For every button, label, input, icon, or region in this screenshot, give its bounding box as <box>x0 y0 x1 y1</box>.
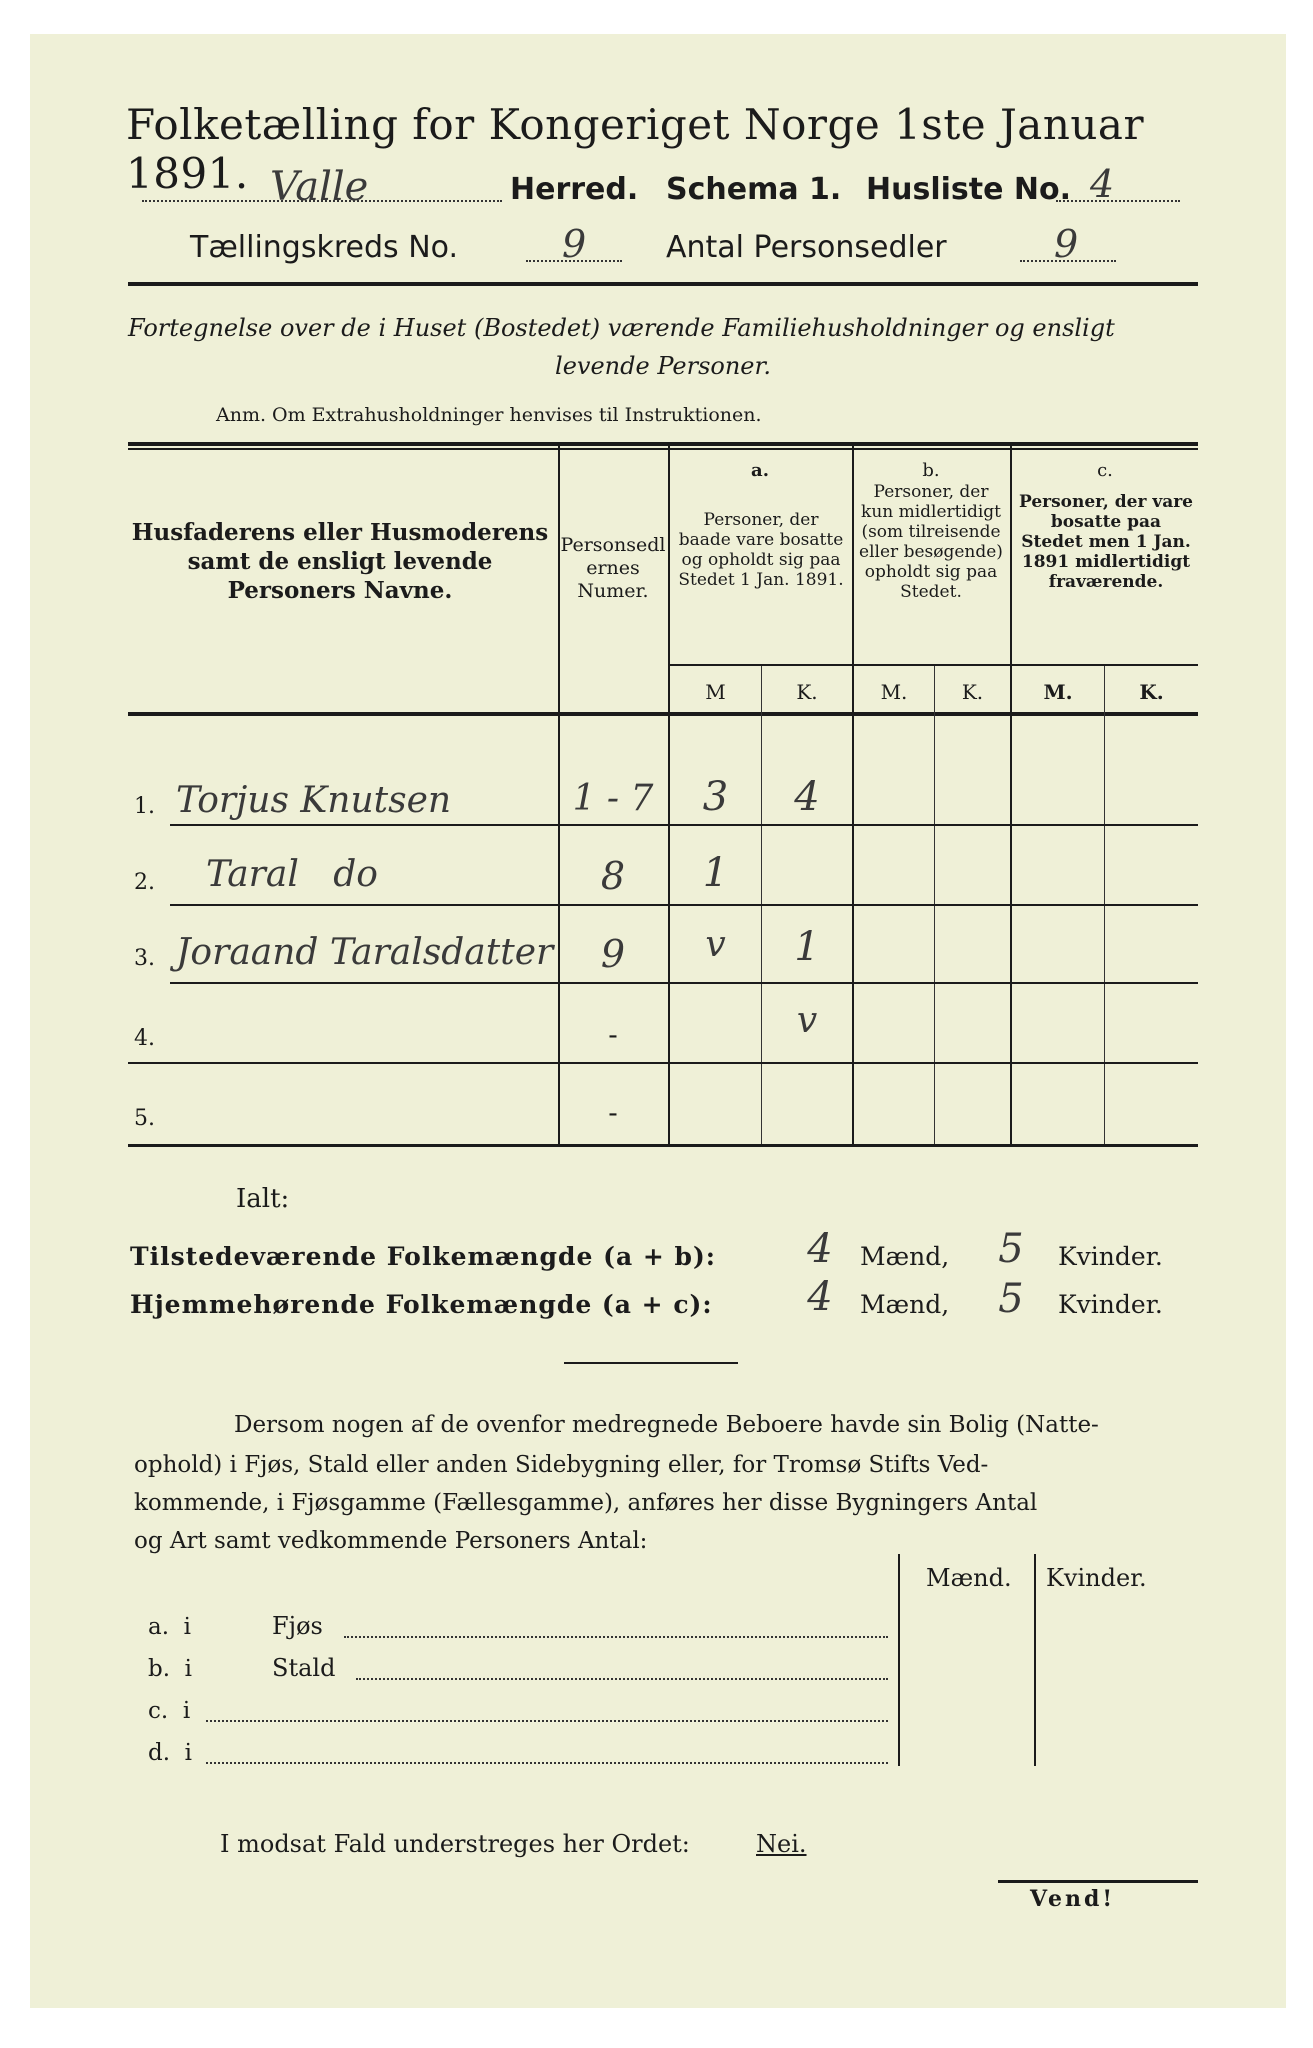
c-mk-divider <box>1104 666 1105 1146</box>
building-row-letter: a. i <box>148 1614 192 1640</box>
building-row-label: Stald <box>272 1654 336 1682</box>
buildings-col-divider-1 <box>898 1554 900 1766</box>
buildings-col-divider-2 <box>1034 1554 1036 1766</box>
schema-label: Schema 1. <box>666 172 842 207</box>
tilsted-label: Tilstedeværende Folkemængde (a + b): <box>130 1242 717 1271</box>
form-title: Folketælling for Kongeriget Norge 1ste Januar 1891. <box>126 100 1145 198</box>
col-b-text: Personer, der kun midlertidigt (som tilreisende eller besøgende) opholdt sig paa Stedet. <box>859 482 1003 602</box>
hjemme-kvinder-word: Kvinder. <box>1058 1290 1163 1319</box>
building-row-dots <box>356 1678 888 1680</box>
row-2-rule <box>170 904 1198 906</box>
anm-note: Anm. Om Extrahusholdninger henvises til Instruktionen. <box>216 404 762 426</box>
hjemme-maend-word: Mænd, <box>860 1290 950 1319</box>
buildings-paragraph-line-3: kommende, i Fjøsgamme (Fællesgamme), anføres her disse Bygningers Antal <box>134 1490 1038 1516</box>
row-num[interactable]: 9 <box>600 932 626 976</box>
col-a-m: M <box>705 680 726 704</box>
husliste-label: Husliste No. <box>866 172 1071 207</box>
building-row-dots <box>206 1762 888 1764</box>
row-num[interactable]: 8 <box>600 854 626 898</box>
building-row-letter: b. i <box>148 1656 193 1682</box>
col-divider-3 <box>852 444 854 1146</box>
row-a-m[interactable]: 3 <box>702 774 729 820</box>
antal-value[interactable]: 9 <box>1054 222 1079 266</box>
a-mk-divider <box>761 666 762 1146</box>
row-number: 5. <box>134 1106 155 1131</box>
row-4-rule <box>128 1062 1198 1064</box>
col-a-k: K. <box>796 680 818 704</box>
row-number: 2. <box>134 870 155 895</box>
hjemme-maend-value[interactable]: 4 <box>807 1274 833 1320</box>
row-a-m[interactable]: v <box>705 924 726 965</box>
table-header-bottom-rule <box>128 712 1198 716</box>
buildings-col-maend: Mænd. <box>926 1564 1012 1592</box>
herred-value[interactable]: Valle <box>270 164 369 210</box>
header-rule <box>128 282 1198 286</box>
row-name[interactable]: Joraand Taralsdatter <box>176 932 554 973</box>
husliste-value[interactable]: 4 <box>1090 162 1115 206</box>
vend-rule <box>998 1880 1198 1883</box>
row-num[interactable]: - <box>608 1018 618 1051</box>
buildings-col-kvinder: Kvinder. <box>1046 1564 1147 1592</box>
buildings-paragraph-line-1: Dersom nogen af de ovenfor medregnede Beboere havde sin Bolig (Natte- <box>234 1412 1099 1438</box>
col-c-k: K. <box>1139 680 1164 704</box>
hjemme-label: Hjemmehørende Folkemængde (a + c): <box>130 1290 713 1319</box>
col-b-k: K. <box>961 680 984 704</box>
tilsted-kvinder-value[interactable]: 5 <box>998 1226 1024 1272</box>
col-a-letter: a. <box>751 460 769 481</box>
col-a-text: Personer, der baade vare bosatte og opholdt sig paa Stedet 1 Jan. 1891. <box>678 510 844 590</box>
table-top-rule-thin <box>128 448 1198 450</box>
building-row-letter: c. i <box>148 1698 191 1724</box>
col-header-name: Husfaderens eller Husmoderens samt de ensligt levende Personers Navne. <box>131 519 549 604</box>
census-form-sheet <box>30 34 1286 2008</box>
row-a-k[interactable]: v <box>796 1000 818 1041</box>
row-number: 4. <box>134 1026 155 1051</box>
husliste-dotted-line <box>1056 200 1180 202</box>
building-row-label: Fjøs <box>272 1612 323 1640</box>
section-separator <box>564 1362 738 1364</box>
row-num[interactable]: 1 - 7 <box>572 778 654 819</box>
col-c-letter: c. <box>1097 460 1113 481</box>
vend-text: Vend! <box>1030 1886 1116 1912</box>
row-num[interactable]: - <box>608 1096 618 1129</box>
row-number: 3. <box>134 946 155 971</box>
building-row-dots <box>206 1720 888 1722</box>
kreds-label: Tællingskreds No. <box>190 230 458 265</box>
intro-line-2: levende Personer. <box>555 352 771 380</box>
col-c-m: M. <box>1043 680 1073 704</box>
modsat-text: I modsat Fald understreges her Ordet: <box>220 1830 690 1858</box>
row-name[interactable]: Torjus Knutsen <box>176 780 452 821</box>
building-row-letter: d. i <box>148 1740 193 1766</box>
col-b-m: M. <box>880 680 908 704</box>
buildings-paragraph-line-4: og Art samt vedkommende Personers Antal: <box>134 1528 648 1554</box>
row-a-k[interactable]: 1 <box>794 924 820 970</box>
intro-line-1: Fortegnelse over de i Huset (Bostedet) værende Familiehusholdninger og ensligt <box>128 314 1115 342</box>
table-top-rule <box>128 442 1198 446</box>
tilsted-kvinder-word: Kvinder. <box>1058 1242 1163 1271</box>
row-3-rule <box>170 982 1198 984</box>
tilsted-maend-word: Mænd, <box>860 1242 950 1271</box>
tilsted-maend-value[interactable]: 4 <box>807 1226 833 1272</box>
col-c-text: Personer, der vare bosatte paa Stedet men 1 Jan. 1891 midlertidigt fraværende. <box>1019 492 1193 592</box>
ialt-label: Ialt: <box>236 1184 290 1214</box>
col-divider-4 <box>1010 444 1012 1146</box>
row-a-k[interactable]: 4 <box>794 774 820 820</box>
nei-word[interactable]: Nei. <box>756 1830 807 1858</box>
buildings-paragraph-line-2: ophold) i Fjøs, Stald eller anden Sidebygning eller, for Tromsø Stifts Ved- <box>134 1452 989 1478</box>
row-1-rule <box>170 824 1198 826</box>
hjemme-kvinder-value[interactable]: 5 <box>998 1276 1024 1322</box>
col-b-letter: b. <box>922 460 940 481</box>
table-bottom-rule <box>128 1144 1198 1147</box>
row-a-m[interactable]: 1 <box>702 850 729 896</box>
row-number: 1. <box>134 794 155 819</box>
building-row-dots <box>344 1636 888 1638</box>
col-header-num: Personsedlernes Numer. <box>560 534 666 602</box>
kreds-value[interactable]: 9 <box>562 222 587 266</box>
herred-label: Herred. <box>510 172 639 207</box>
b-mk-divider <box>934 666 935 1146</box>
antal-label: Antal Personsedler <box>666 230 947 265</box>
row-name[interactable]: Taral do <box>206 854 378 895</box>
